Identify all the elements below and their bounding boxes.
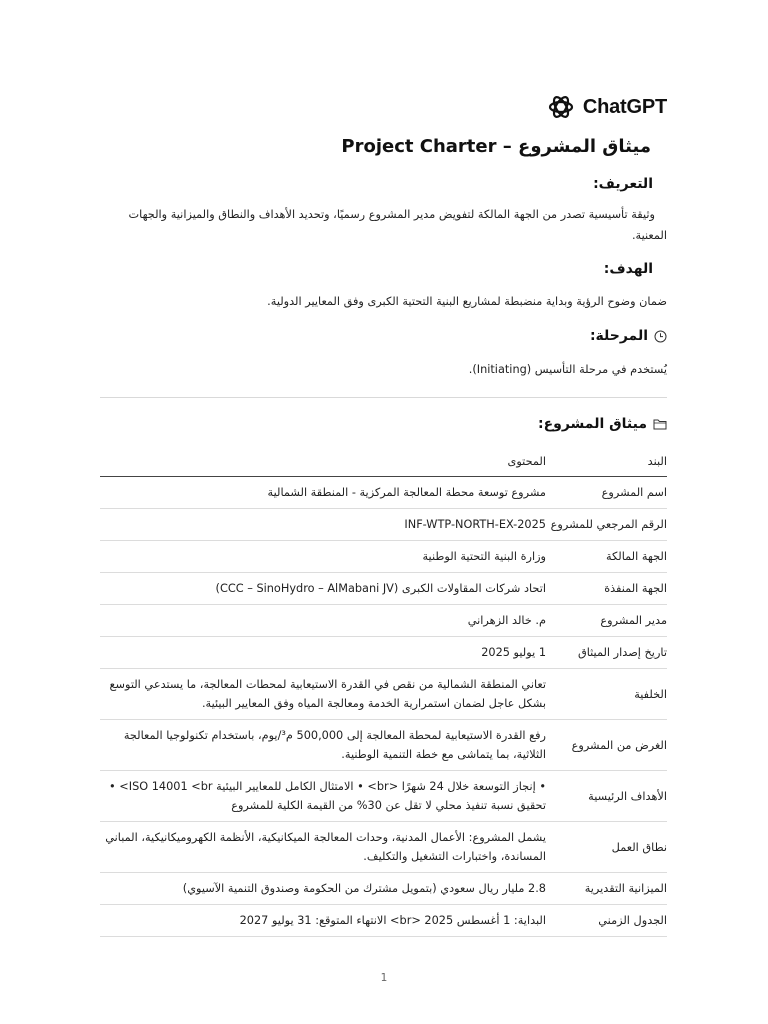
table-row [100, 573, 667, 605]
page-title: ميثاق المشروع – Project Charter [341, 136, 651, 157]
table-row [100, 669, 667, 720]
row-item: الرقم المرجعي للمشروع [546, 509, 667, 541]
phase-text: يُستخدم في مرحلة التأسيس (Initiating). [468, 363, 667, 376]
row-content: اتحاد شركات المقاولات الكبرى (CCC – SinoHydro – AlMabani JV) [100, 573, 546, 605]
goal-heading [604, 261, 653, 277]
table-row [100, 637, 667, 669]
folder-icon [653, 418, 667, 430]
chatgpt-logo [547, 93, 667, 121]
row-content: يشمل المشروع: الأعمال المدنية، وحدات المعالجة الميكانيكية، الأنظمة الكهروميكانيكية، المباني المساندة، واختبارات التشغيل والتكليف. [100, 822, 546, 873]
phase-heading [590, 328, 667, 344]
row-content: م. خالد الزهراني [100, 605, 546, 637]
row-content: مشروع توسعة محطة المعالجة المركزية - المنطقة الشمالية [100, 477, 546, 509]
row-content: INF-WTP-NORTH-EX-2025 [100, 509, 546, 541]
row-item: تاريخ إصدار الميثاق [546, 637, 667, 669]
row-content: • إنجاز التوسعة خلال 24 شهرًا <br> • الامتثال الكامل للمعايير البيئية ISO 14001 <br> • تحقيق نسبة تنفيذ محلي لا تقل عن 30% من القيمة الكلية للمشروع [100, 771, 546, 822]
table-row [100, 905, 667, 937]
definition-heading-label: التعريف: [593, 176, 653, 192]
table-row [100, 873, 667, 905]
table-row [100, 509, 667, 541]
row-content: رفع القدرة الاستيعابية لمحطة المعالجة إلى 500,000 م³/يوم، باستخدام تكنولوجيا المعالجة الثلاثية، بما يتماشى مع خطة التنمية الوطنية. [100, 720, 546, 771]
charter-table [100, 446, 667, 937]
document-page [100, 0, 667, 1024]
table-row [100, 822, 667, 873]
row-item: الخلفية [546, 669, 667, 720]
row-item: اسم المشروع [546, 477, 667, 509]
goal-text: ضمان وضوح الرؤية وبداية منضبطة لمشاريع البنية التحتية الكبرى وفق المعايير الدولية. [267, 295, 667, 308]
openai-logo-icon [547, 93, 575, 121]
logo-wordmark: ChatGPT [582, 95, 667, 118]
row-content: 1 يوليو 2025 [100, 637, 546, 669]
goal-heading-label: الهدف: [603, 261, 653, 277]
phase-heading-label: المرحلة: [589, 328, 648, 344]
row-content: 2.8 مليار ريال سعودي (بتمويل مشترك من الحكومة وصندوق التنمية الآسيوي) [100, 873, 546, 905]
definition-heading [593, 176, 653, 192]
column-header-content: المحتوى [100, 446, 546, 477]
row-item: الميزانية التقديرية [546, 873, 667, 905]
row-item: الجهة المالكة [546, 541, 667, 573]
section-divider [100, 397, 667, 398]
page-number: 1 [380, 972, 388, 984]
table-row [100, 477, 667, 509]
definition-text: وثيقة تأسيسية تصدر من الجهة المالكة لتفويض مدير المشروع رسميًا، وتحديد الأهداف والنطاق والميزانية والجهات المعنية. [128, 208, 667, 242]
row-item: الجهة المنفذة [546, 573, 667, 605]
charter-heading [538, 416, 667, 432]
row-item: الأهداف الرئيسية [546, 771, 667, 822]
row-item: مدير المشروع [546, 605, 667, 637]
table-row [100, 771, 667, 822]
row-content: وزارة البنية التحتية الوطنية [100, 541, 546, 573]
row-item: الجدول الزمني [546, 905, 667, 937]
row-content: تعاني المنطقة الشمالية من نقص في القدرة الاستيعابية لمحطات المعالجة، ما يستدعي التوسع بشكل عاجل لضمان استمرارية الخدمة ومعالجة المياه وفق المعايير البيئية. [100, 669, 546, 720]
table-row [100, 605, 667, 637]
table-row [100, 541, 667, 573]
row-item: الغرض من المشروع [546, 720, 667, 771]
table-row [100, 720, 667, 771]
table-header-row [100, 446, 667, 477]
charter-heading-label: ميثاق المشروع: [537, 416, 647, 432]
row-item: نطاق العمل [546, 822, 667, 873]
column-header-item: البند [546, 446, 667, 477]
row-content: البداية: 1 أغسطس 2025 <br> الانتهاء المتوقع: 31 يوليو 2027 [100, 905, 546, 937]
clock-icon [654, 330, 667, 343]
